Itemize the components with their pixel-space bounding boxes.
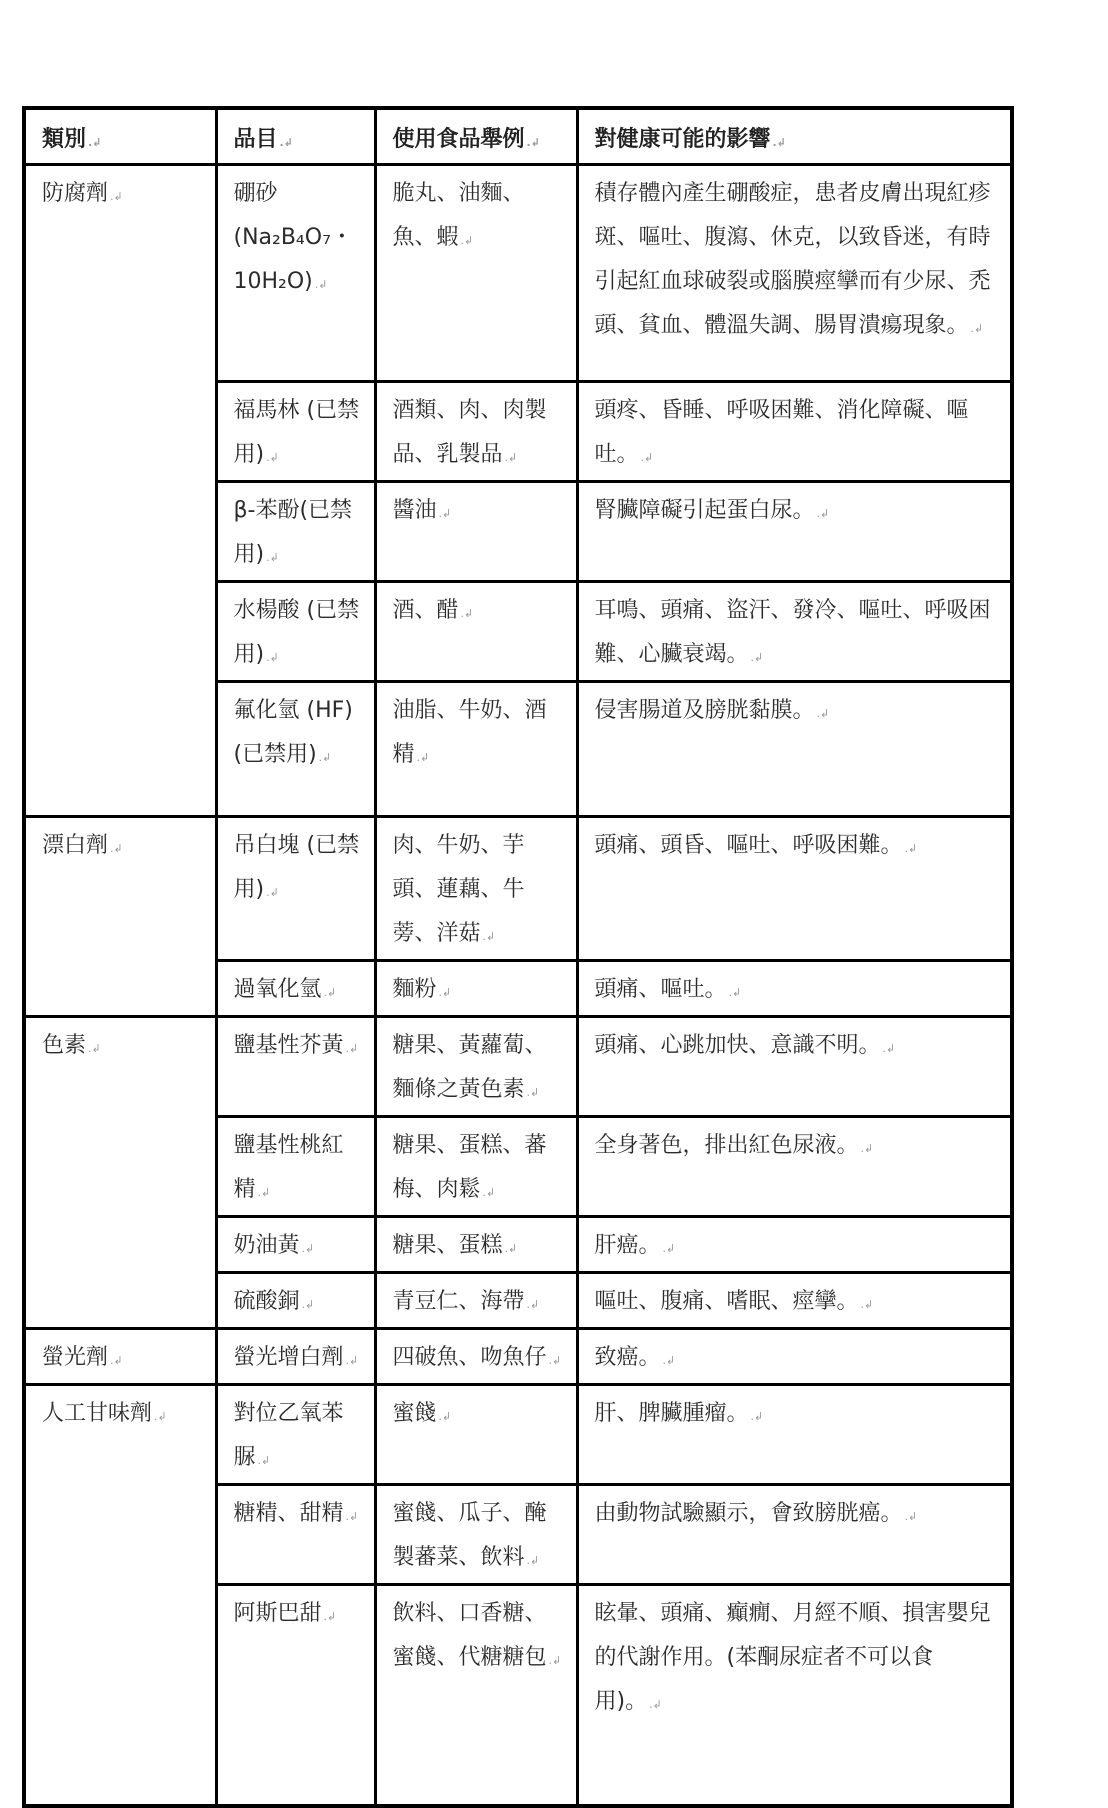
health-effects-text: 腎臟障礙引起蛋白尿。	[594, 498, 815, 523]
item-text: 水楊酸 (已禁用)	[233, 598, 360, 667]
health-effects-cell	[577, 961, 1012, 1017]
health-effects-text: 侵害腸道及膀胱黏膜。	[594, 698, 815, 723]
health-effects-cell	[577, 1485, 1012, 1585]
paragraph-mark-icon: .↲	[345, 1510, 359, 1523]
header-category: 類別 .↲	[24, 108, 216, 165]
health-effects-cell	[577, 1273, 1012, 1329]
item-text: 硫酸銅	[233, 1289, 300, 1314]
food-examples-text: 酒、醋	[392, 598, 459, 623]
paragraph-mark-icon: .↲	[345, 1042, 359, 1055]
health-effects-cell	[577, 1217, 1012, 1273]
table-row	[24, 1017, 1012, 1117]
food-examples-text: 蜜餞	[392, 1401, 437, 1426]
health-effects-cell	[577, 382, 1012, 482]
health-effects-text: 頭疼、昏睡、呼吸困難、消化障礙、嘔吐。	[594, 398, 969, 467]
paragraph-mark-icon: .↲	[314, 278, 328, 291]
food-examples-cell	[375, 1273, 577, 1329]
table-row	[24, 165, 1012, 382]
paragraph-mark-icon: .↲	[266, 451, 279, 464]
paragraph-mark-icon: .↲	[318, 751, 332, 764]
health-effects-text: 頭痛、嘔吐。	[594, 977, 727, 1002]
health-effects-text: 耳鳴、頭痛、盜汗、發冷、嘔吐、呼吸困難、心臟衰竭。	[594, 598, 991, 667]
item-text: 阿斯巴甜	[233, 1601, 322, 1626]
food-examples-text: 酒類、肉、肉製品、乳製品	[392, 398, 547, 467]
paragraph-mark-icon: .↲	[662, 1354, 676, 1367]
item-cell	[216, 482, 375, 582]
item-text: 氟化氫 (HF) (已禁用)	[233, 698, 353, 767]
food-examples-cell	[375, 961, 577, 1017]
health-effects-cell	[577, 1585, 1012, 1806]
paragraph-mark-icon: .↲	[88, 1042, 101, 1055]
food-examples-text: 蜜餞、瓜子、醃製蕃菜、飲料	[392, 1501, 547, 1570]
item-text: 吊白塊 (已禁用)	[233, 833, 360, 902]
paragraph-mark-icon: .↲	[438, 1410, 452, 1423]
table-row	[24, 1329, 1012, 1385]
food-examples-text: 醬油	[392, 498, 437, 523]
paragraph-mark-icon: .↲	[860, 1142, 874, 1155]
health-effects-cell	[577, 682, 1012, 817]
item-cell	[216, 582, 375, 682]
paragraph-mark-icon: .↲	[482, 930, 496, 943]
item-cell	[216, 817, 375, 961]
food-additive-table	[22, 106, 1014, 1808]
health-effects-text: 頭痛、頭昏、嘔吐、呼吸困難。	[594, 833, 903, 858]
paragraph-mark-icon: .↲	[301, 1298, 315, 1311]
health-effects-text: 眩暈、頭痛、癲癇、月經不順、損害嬰兒的代謝作用。(苯酮尿症者不可以食用)。	[594, 1601, 991, 1714]
paragraph-mark-icon: .↲	[257, 1186, 271, 1199]
paragraph-mark-icon: .↲	[482, 1186, 496, 1199]
food-examples-cell	[375, 817, 577, 961]
paragraph-mark-icon: .↲	[416, 751, 430, 764]
category-cell	[24, 1329, 216, 1385]
header-item: 品目 .↲	[216, 108, 375, 165]
food-examples-cell	[375, 482, 577, 582]
paragraph-mark-icon: .↲	[904, 1510, 918, 1523]
food-examples-text: 油脂、牛奶、酒精	[392, 698, 547, 767]
category-cell	[24, 817, 216, 1017]
paragraph-mark-icon: .↲	[860, 1298, 874, 1311]
food-examples-cell	[375, 165, 577, 382]
paragraph-mark-icon: .↲	[266, 551, 279, 564]
paragraph-mark-icon: .↲	[266, 651, 279, 664]
paragraph-mark-icon: .↲	[438, 986, 452, 999]
food-examples-text: 糖果、黃蘿蔔、麵條之黃色素	[392, 1033, 547, 1102]
paragraph-mark-icon: .↲	[816, 707, 830, 720]
document-page	[22, 106, 1010, 1808]
food-examples-cell	[375, 1017, 577, 1117]
food-examples-text: 飲料、口香糖、蜜餞、代糖糖包	[392, 1601, 547, 1670]
category-label: 人工甘味劑	[42, 1401, 153, 1426]
paragraph-mark-icon: .↲	[257, 1454, 271, 1467]
paragraph-mark-icon: .↲	[460, 234, 474, 247]
item-text: 對位乙氧苯脲	[233, 1401, 344, 1470]
food-examples-cell	[375, 1385, 577, 1485]
food-examples-cell	[375, 1585, 577, 1806]
paragraph-mark-icon: .↲	[548, 1354, 562, 1367]
paragraph-mark-icon: .↲	[548, 1654, 562, 1667]
paragraph-mark-icon: .↲	[345, 1354, 359, 1367]
paragraph-mark-icon: .↲	[970, 322, 984, 335]
health-effects-text: 肝、脾臟腫瘤。	[594, 1401, 749, 1426]
health-effects-cell	[577, 1385, 1012, 1485]
health-effects-cell	[577, 582, 1012, 682]
health-effects-text: 肝癌。	[594, 1233, 661, 1258]
paragraph-mark-icon: .↲	[526, 1086, 540, 1099]
item-cell	[216, 1017, 375, 1117]
item-cell	[216, 382, 375, 482]
health-effects-cell	[577, 1117, 1012, 1217]
paragraph-mark-icon: .↲	[154, 1410, 167, 1423]
category-label: 漂白劑	[42, 833, 109, 858]
paragraph-mark-icon: .↲	[504, 451, 518, 464]
food-examples-text: 麵粉	[392, 977, 437, 1002]
item-cell	[216, 1485, 375, 1585]
paragraph-mark-icon: .↲	[649, 1698, 662, 1711]
item-text: 鹽基性芥黃	[233, 1033, 344, 1058]
health-effects-text: 致癌。	[594, 1345, 661, 1370]
item-cell	[216, 1585, 375, 1806]
health-effects-cell	[577, 817, 1012, 961]
item-cell	[216, 682, 375, 817]
category-label: 螢光劑	[42, 1345, 109, 1370]
food-examples-cell	[375, 682, 577, 817]
food-examples-text: 青豆仁、海帶	[392, 1289, 525, 1314]
food-examples-text: 四破魚、吻魚仔	[392, 1345, 547, 1370]
health-effects-text: 全身著色，排出紅色尿液。	[594, 1133, 859, 1158]
item-cell	[216, 165, 375, 382]
health-effects-cell	[577, 165, 1012, 382]
food-examples-cell	[375, 1329, 577, 1385]
paragraph-mark-icon: .↲	[662, 1242, 676, 1255]
item-text: 螢光增白劑	[233, 1345, 344, 1370]
health-effects-text: 嘔吐、腹痛、嗜眠、痙攣。	[594, 1289, 859, 1314]
paragraph-mark-icon: .↲	[750, 1410, 764, 1423]
paragraph-mark-icon: .↲	[882, 1042, 896, 1055]
paragraph-mark-icon: .↲	[904, 842, 918, 855]
item-cell	[216, 961, 375, 1017]
food-examples-cell	[375, 582, 577, 682]
item-text: 糖精、甜精	[233, 1501, 344, 1526]
item-text: 福馬林 (已禁用)	[233, 398, 360, 467]
health-effects-cell	[577, 1017, 1012, 1117]
paragraph-mark-icon: .↲	[323, 1610, 337, 1623]
food-examples-cell	[375, 1117, 577, 1217]
paragraph-mark-icon: .↲	[110, 190, 123, 203]
paragraph-mark-icon: .↲	[323, 986, 337, 999]
paragraph-mark-icon: .↲	[438, 507, 452, 520]
item-cell	[216, 1217, 375, 1273]
food-examples-text: 肉、牛奶、芋頭、蓮藕、牛蒡、洋菇	[392, 833, 525, 946]
category-cell	[24, 165, 216, 817]
item-cell	[216, 1329, 375, 1385]
paragraph-mark-icon: .↲	[504, 1242, 518, 1255]
item-cell	[216, 1273, 375, 1329]
item-cell	[216, 1385, 375, 1485]
item-text: 奶油黃	[233, 1233, 300, 1258]
item-cell	[216, 1117, 375, 1217]
table-row	[24, 1385, 1012, 1485]
health-effects-cell	[577, 482, 1012, 582]
food-examples-text: 脆丸、油麵、魚、蝦	[392, 181, 525, 250]
health-effects-text: 頭痛、心跳加快、意識不明。	[594, 1033, 881, 1058]
item-text: 過氧化氫	[233, 977, 322, 1002]
item-text: 硼砂 (Na₂B₄O₇・10H₂O)	[233, 181, 353, 294]
health-effects-cell	[577, 1329, 1012, 1385]
table-body	[24, 165, 1012, 1806]
food-examples-cell	[375, 1217, 577, 1273]
paragraph-mark-icon: .↲	[526, 1554, 540, 1567]
paragraph-mark-icon: .↲	[816, 507, 830, 520]
header-food-examples: 使用食品舉例 .↲	[375, 108, 577, 165]
food-examples-cell	[375, 1485, 577, 1585]
category-cell	[24, 1017, 216, 1329]
header-row	[24, 108, 1012, 165]
item-text: β-苯酚(已禁用)	[233, 498, 353, 567]
header-health-effects: 對健康可能的影響 .↲	[577, 108, 1012, 165]
paragraph-mark-icon: .↲	[640, 451, 654, 464]
paragraph-mark-icon: .↲	[728, 986, 742, 999]
paragraph-mark-icon: .↲	[266, 886, 279, 899]
food-examples-cell	[375, 382, 577, 482]
health-effects-text: 積存體內產生硼酸症，患者皮膚出現紅疹斑、嘔吐、腹瀉、休克，以致昏迷，有時引起紅血球破裂或腦膜痙攣而有少尿、禿頭、貧血、體溫失調、腸胃潰瘍現象。	[594, 181, 991, 338]
category-label: 防腐劑	[42, 181, 109, 206]
health-effects-text: 由動物試驗顯示，會致膀胱癌。	[594, 1501, 903, 1526]
category-cell	[24, 1385, 216, 1806]
paragraph-mark-icon: .↲	[301, 1242, 315, 1255]
food-examples-text: 糖果、蛋糕、蕃梅、肉鬆	[392, 1133, 547, 1202]
paragraph-mark-icon: .↲	[460, 607, 474, 620]
food-examples-text: 糖果、蛋糕	[392, 1233, 503, 1258]
item-text: 鹽基性桃紅精	[233, 1133, 344, 1202]
paragraph-mark-icon: .↲	[526, 1298, 540, 1311]
table-row	[24, 817, 1012, 961]
category-label: 色素	[42, 1033, 87, 1058]
paragraph-mark-icon: .↲	[110, 842, 123, 855]
paragraph-mark-icon: .↲	[750, 651, 764, 664]
paragraph-mark-icon: .↲	[110, 1354, 123, 1367]
